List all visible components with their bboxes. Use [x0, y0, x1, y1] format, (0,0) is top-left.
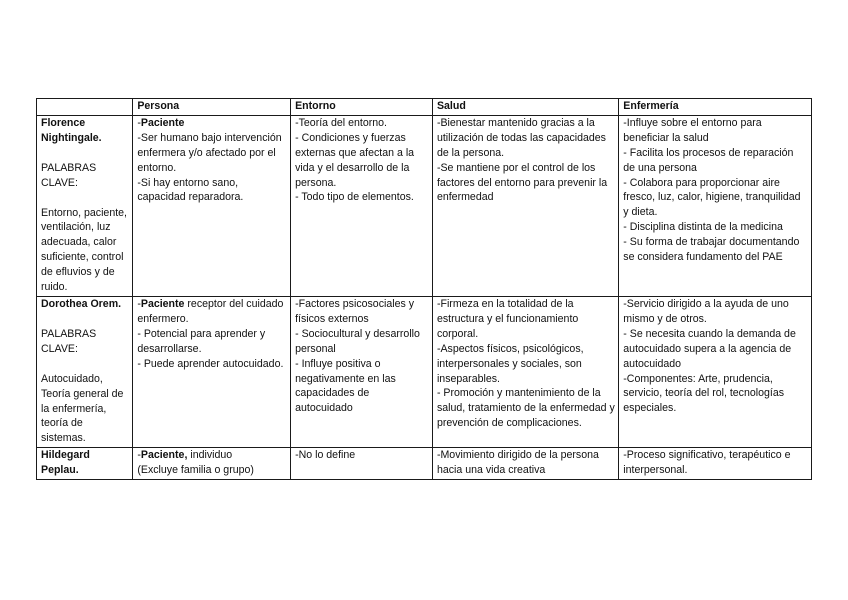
theorist-name: Dorothea Orem. — [41, 297, 122, 310]
persona-cell — [133, 448, 291, 480]
header-cell-enfermeria: Enfermería — [619, 99, 812, 116]
persona-bold: Paciente — [140, 297, 185, 310]
enfermeria-line: - Su forma de trabajar documentando se considera fundamento del PAE — [623, 236, 800, 264]
persona-bold: Paciente — [140, 116, 185, 129]
entorno-line: - Sociocultural y desarrollo personal — [295, 327, 420, 355]
persona-bold: Paciente, — [140, 449, 188, 462]
enfermeria-cell — [619, 296, 812, 447]
keywords-label: PALABRAS CLAVE: — [41, 161, 97, 189]
persona-prefix: - — [137, 116, 141, 129]
enfermeria-line: -Componentes: Arte, prudencia, servicio, teoría del rol, tecnologías especiales. — [623, 372, 785, 415]
table-header-row — [37, 99, 812, 116]
salud-line: -Se mantiene por el control de los factores del entorno para prevenir la enfermedad — [436, 161, 608, 204]
entorno-cell — [291, 448, 433, 480]
entorno-cell — [291, 296, 433, 447]
enfermeria-cell — [619, 115, 812, 296]
persona-line: - Puede aprender autocuidado. — [137, 357, 284, 370]
keywords-text: Autocuidado, Teoría general de la enfermería, teoría de sistemas. — [41, 372, 124, 445]
header-cell-empty — [37, 99, 133, 116]
enfermeria-cell — [619, 448, 812, 480]
salud-line: -Aspectos físicos, psicológicos, interpersonales y sociales, son inseparables. — [436, 342, 584, 385]
enfermeria-line: - Se necesita cuando la demanda de autocuidado supera a la agencia de autocuidado — [623, 327, 796, 370]
persona-rest: receptor del cuidado enfermero. — [137, 297, 284, 325]
persona-line: -Ser humano bajo intervención enfermera y/o afectado por el entorno. — [137, 131, 282, 174]
persona-line: - Potencial para aprender y desarrollarse. — [137, 327, 266, 355]
entorno-line: -Factores psicosociales y físicos externos — [295, 297, 415, 325]
entorno-cell — [291, 115, 433, 296]
enfermeria-line: -Proceso significativo, terapéutico e interpersonal. — [623, 449, 791, 477]
persona-lead — [137, 448, 287, 463]
theorist-cell — [37, 296, 133, 447]
persona-lead — [137, 297, 287, 327]
entorno-line: - Condiciones y fuerzas externas que afectan a la vida y el desarrollo de la persona. — [295, 131, 415, 189]
salud-cell — [432, 115, 618, 296]
salud-line: -Movimiento dirigido de la persona hacia una vida creativa — [436, 449, 599, 477]
persona-cell — [133, 296, 291, 447]
entorno-line: -Teoría del entorno. — [295, 116, 387, 129]
theorist-cell — [37, 115, 133, 296]
header-cell-persona: Persona — [133, 99, 291, 116]
nursing-theories-table — [36, 98, 812, 480]
salud-line: -Firmeza en la totalidad de la estructura y el funcionamiento corporal. — [436, 297, 579, 340]
salud-line: - Promoción y mantenimiento de la salud, tratamiento de la enfermedad y prevención de complicaciones. — [436, 387, 615, 430]
persona-lead — [137, 116, 287, 131]
persona-line: (Excluye familia o grupo) — [137, 464, 254, 477]
theorist-name: Hildegard Peplau. — [41, 449, 90, 477]
persona-rest: individuo — [187, 449, 233, 462]
persona-prefix: - — [137, 297, 141, 310]
salud-cell — [432, 448, 618, 480]
keywords-label: PALABRAS CLAVE: — [41, 327, 97, 355]
theorist-cell — [37, 448, 133, 480]
persona-line: -Si hay entorno sano, capacidad reparadora. — [137, 176, 244, 204]
salud-line: -Bienestar mantenido gracias a la utilización de todas las capacidades de la persona. — [436, 116, 606, 159]
table-row — [37, 448, 812, 480]
keywords-text: Entorno, paciente, ventilación, luz adecuada, calor suficiente, control de efluvios y de ruido. — [41, 206, 127, 294]
entorno-line: - Todo tipo de elementos. — [295, 191, 414, 204]
table-row — [37, 296, 812, 447]
enfermeria-line: - Facilita los procesos de reparación de una persona — [623, 146, 794, 174]
theorist-name: Florence Nightingale. — [41, 116, 102, 144]
persona-prefix: - — [137, 449, 141, 462]
enfermeria-line: - Disciplina distinta de la medicina — [623, 221, 783, 234]
enfermeria-line: -Servicio dirigido a la ayuda de uno mismo y de otros. — [623, 297, 789, 325]
table-row — [37, 115, 812, 296]
enfermeria-line: - Colabora para proporcionar aire fresco, luz, calor, higiene, tranquilidad y dieta. — [623, 176, 801, 219]
entorno-line: - Influye positiva o negativamente en las capacidades de autocuidado — [295, 357, 396, 415]
persona-cell — [133, 115, 291, 296]
header-cell-salud: Salud — [432, 99, 618, 116]
entorno-line: -No lo define — [295, 449, 356, 462]
header-cell-entorno: Entorno — [291, 99, 433, 116]
salud-cell — [432, 296, 618, 447]
enfermeria-line: -Influye sobre el entorno para beneficiar la salud — [623, 116, 762, 144]
